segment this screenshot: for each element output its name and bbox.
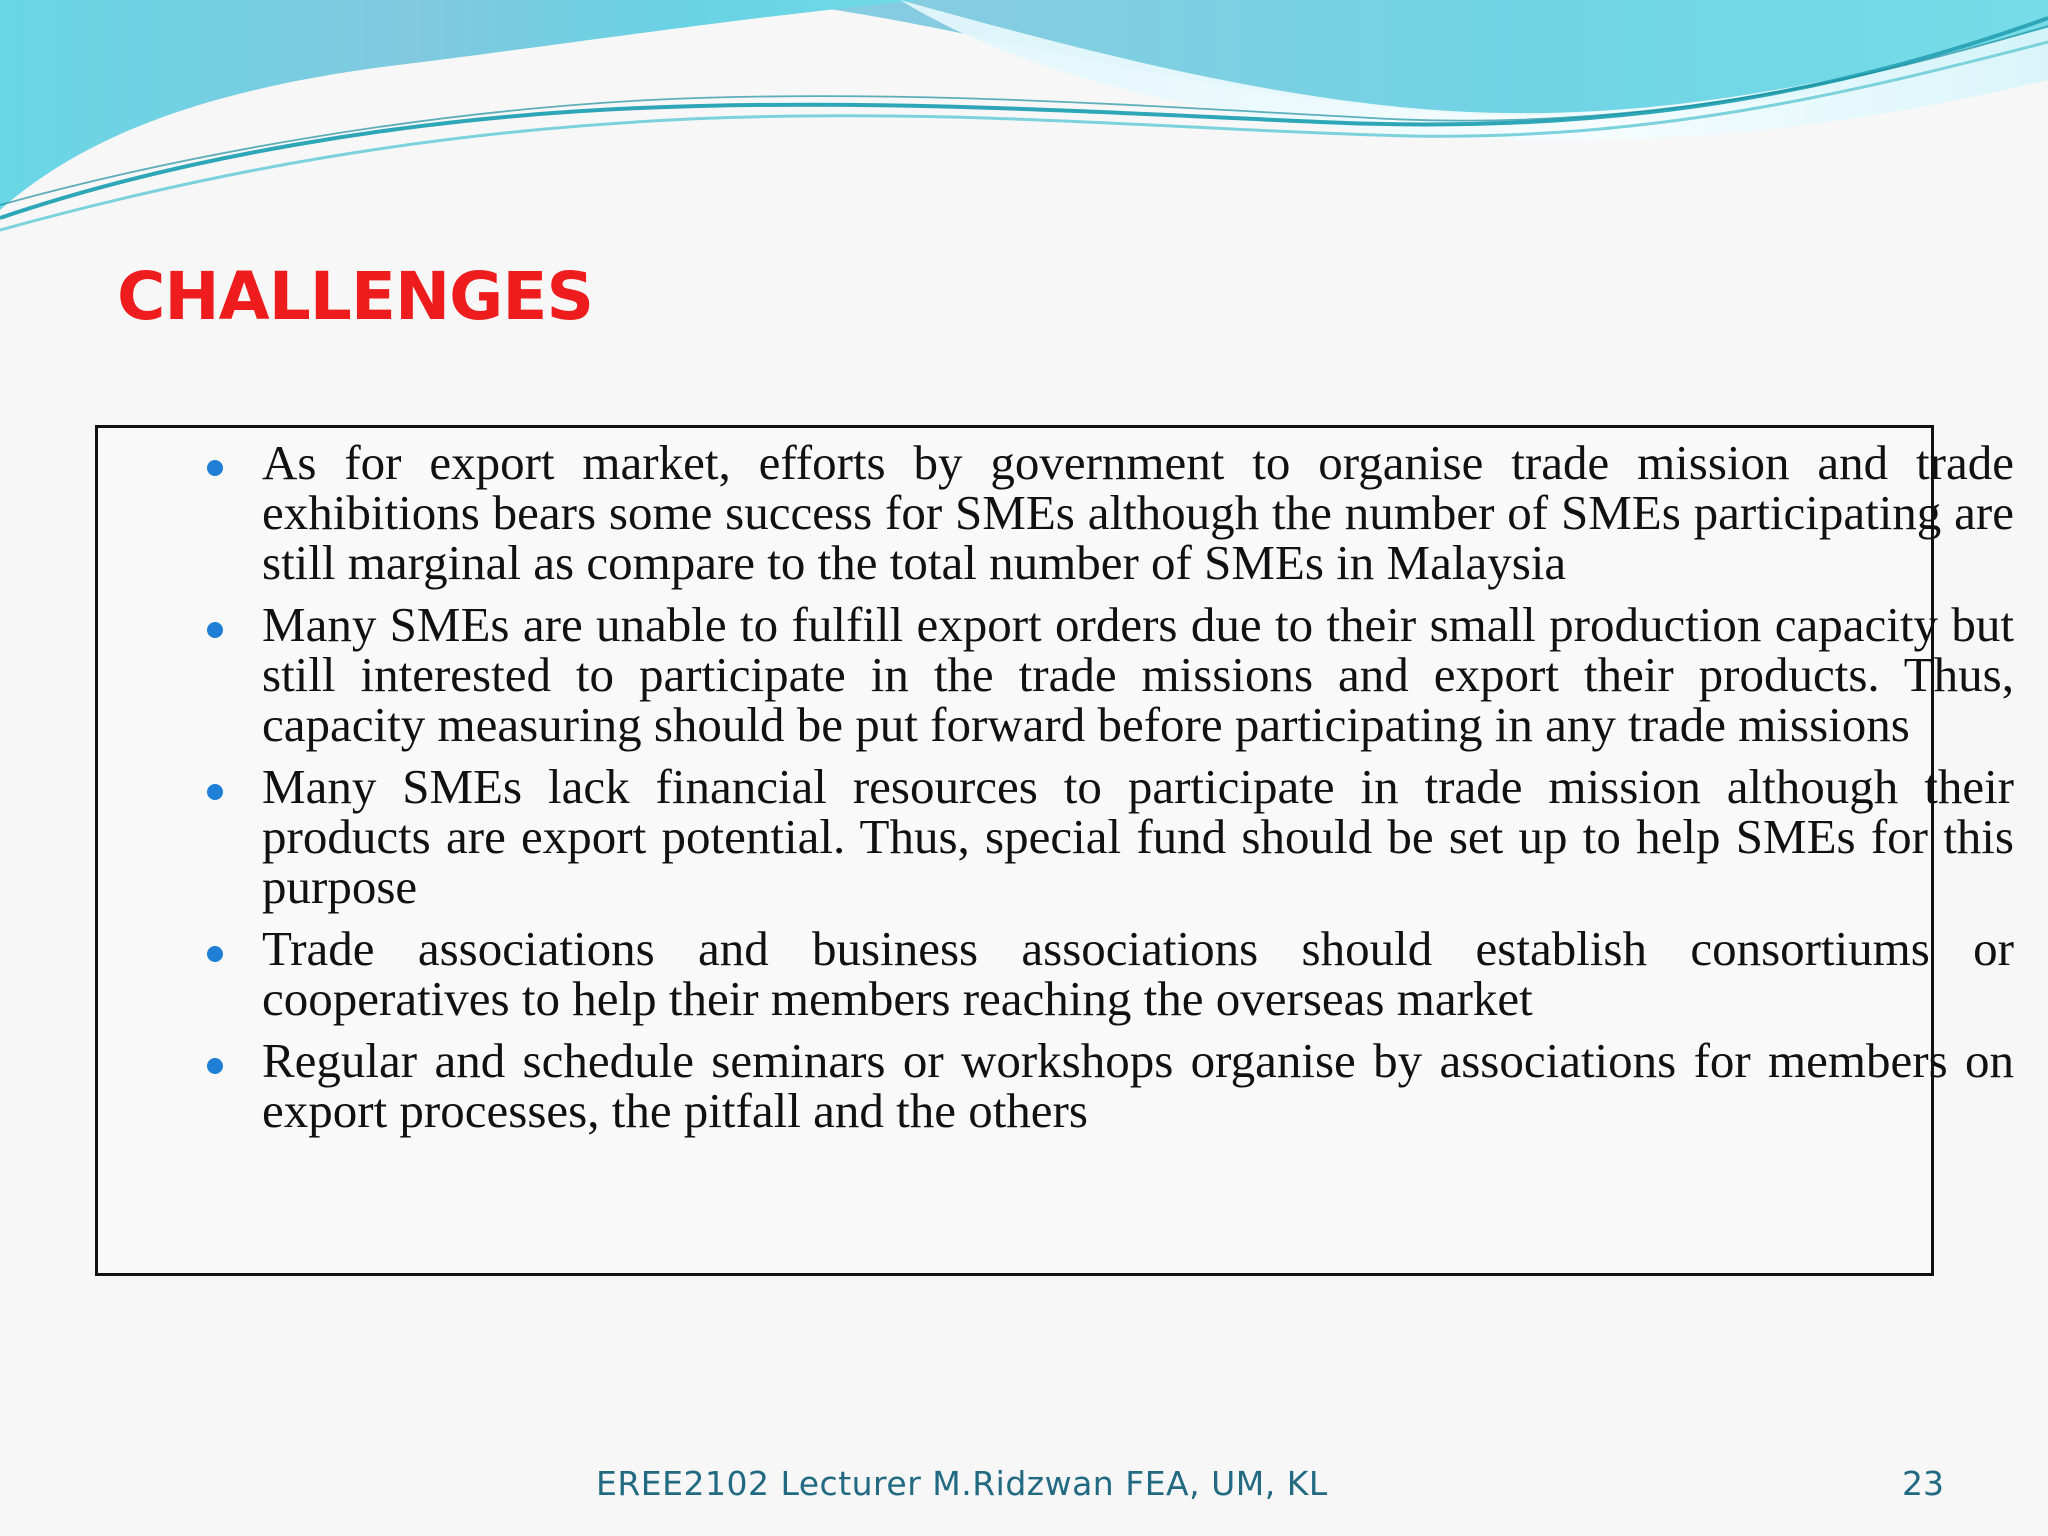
bullet-dot-icon xyxy=(207,460,223,476)
challenges-content-box xyxy=(95,425,2014,1276)
bullet-text: Regular and schedule seminars or workshops organise by associations for members on export processes, the pitfall and the others xyxy=(262,1033,2014,1138)
bullet-dot-icon xyxy=(207,622,223,638)
bullet-dot-icon xyxy=(207,784,223,800)
header-wave-decoration xyxy=(0,0,2048,240)
bullet-text: Many SMEs lack financial resources to participate in trade mission although their products are export potential. Thus, special fund should be set up to help SMEs for this purpose xyxy=(262,759,2014,914)
challenges-bullet-list xyxy=(262,435,2014,1148)
bullet-dot-icon xyxy=(207,1058,223,1074)
slide-footer: EREE2102 Lecturer M.Ridzwan FEA, UM, KL xyxy=(596,1464,1328,1503)
bullet-item xyxy=(262,435,2014,590)
bullet-item xyxy=(262,921,2014,1026)
bullet-item xyxy=(262,759,2014,914)
bullet-text: As for export market, efforts by government to organise trade mission and trade exhibitions bears some success for SMEs although the number of SMEs participating are still marginal as compare to the total number of SMEs in Malaysia xyxy=(262,435,2014,590)
bullet-text: Trade associations and business associations should establish consortiums or cooperatives to help their members reaching the overseas market xyxy=(262,921,2014,1026)
slide-title: CHALLENGES xyxy=(117,258,593,335)
slide-page-number: 23 xyxy=(1902,1464,1944,1503)
bullet-item xyxy=(262,597,2014,752)
bullet-item xyxy=(262,1033,2014,1138)
bullet-dot-icon xyxy=(207,946,223,962)
bullet-text: Many SMEs are unable to fulfill export orders due to their small production capacity but still interested to participate in the trade missions and export their products. Thus, capacity measuring should be put forward before participating in any trade missions xyxy=(262,597,2014,752)
